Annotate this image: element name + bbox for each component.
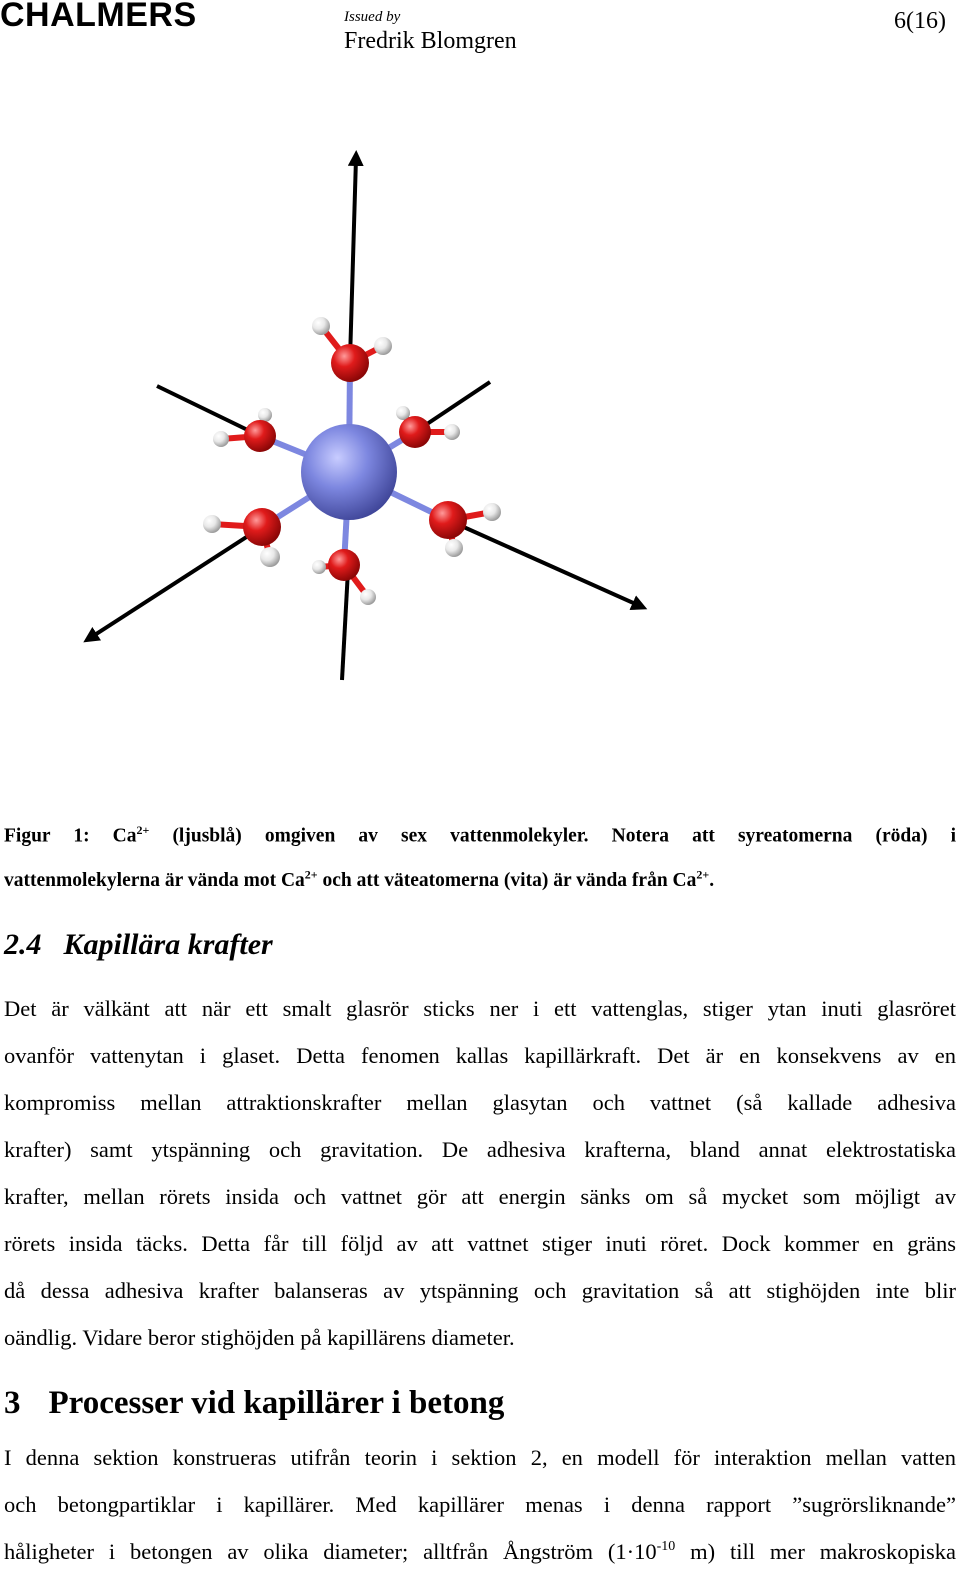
section-title: Processer vid kapillärer i betong [48,1385,505,1421]
paragraph-line: då dessa adhesiva krafter balanseras av ytspänning och gravitation så att stighöjden inte blir [4,1278,956,1303]
section-title: Kapillära krafter [63,928,273,961]
caption-line-1: Figur 1: $Ca^{2+}$ (ljusblå) omgiven av sex vattenmolekyler. Notera att syreatomerna (röda) i [4,823,956,847]
paragraph-line: och betongpartiklar i kapillärer. Med kapillärer menas i denna rapport ”sugrörsliknande” [4,1492,956,1517]
issued-by-name: Fredrik Blomgren [344,28,517,54]
paragraph-line: rörets insida täcks. Detta får till följd av att vattnet stiger inuti röret. Dock kommer en gräns [4,1231,956,1256]
chalmers-logo: CHALMERS [0,0,197,34]
calcium-water-molecule-figure [0,150,960,695]
figure-caption [4,811,956,900]
paragraph-line: I denna sektion konstrueras utifrån teorin i sektion 2, en modell för interaktion mellan vatten [4,1445,956,1470]
oxygen-atom [429,501,467,539]
paragraph-line: håligheter i betongen av olika diameter; alltfrån Ångström ($1\cdot 10^{-10}$ m) till mer makroskopiska [4,1539,956,1564]
section-heading-3 [4,1385,504,1422]
hydrogen-atom [203,515,221,533]
paragraph-line: kompromiss mellan attraktionskrafter mellan glasytan och vattnet (så kallade adhesiva [4,1090,956,1115]
section-3-paragraph [4,1434,956,1575]
section-2-4-paragraph [4,985,956,1361]
hydrogen-atom [312,317,330,335]
hydrogen-atom [445,539,463,557]
oxygen-atom [399,416,431,448]
caption-line-2: vattenmolekylerna är vända mot $Ca^{2+}$ och att väteatomerna (vita) är vända från $Ca^{2+}$. [4,867,715,891]
calcium-ion [301,424,397,520]
vector-down [342,570,348,680]
page-number: 6(16) [894,8,946,34]
issued-by-label: Issued by [344,9,401,25]
section-number: 3 [4,1385,21,1421]
vector-lower-right [448,520,640,606]
oxygen-atom [243,508,281,546]
hydrogen-atom [360,589,376,605]
vector-up [350,158,356,360]
paragraph-line: oändlig. Vidare beror stighöjden på kapillärens diameter. [4,1325,515,1350]
hydrogen-atom [258,408,272,422]
paragraph-line: krafter, mellan rörets insida och vattnet gör att energin sänks om så mycket som möjligt av [4,1184,956,1209]
paragraph-line: Det är välkänt att när ett smalt glasrör sticks ner i ett vattenglas, stiger ytan inuti glasröret [4,996,956,1021]
oxygen-atom [244,420,276,452]
paragraph-line: ovanför vattenytan i glaset. Detta fenomen kallas kapillärkraft. Det är en konsekvens av en [4,1043,956,1068]
hydrogen-atom [374,337,392,355]
oxygen-atom [328,549,360,581]
hydrogen-atom [444,424,460,440]
hydrogen-atom [483,503,501,521]
hydrogen-atom [213,431,229,447]
vector-lower-left [90,527,262,638]
hydrogen-atom [260,547,280,567]
section-number: 2.4 [4,928,42,961]
oxygen-atom [331,344,369,382]
vector-upper-left [157,386,260,436]
section-heading-2-4 [4,928,273,962]
paragraph-line: krafter) samt ytspänning och gravitation. De adhesiva krafterna, bland annat elektrostatiska [4,1137,956,1162]
hydrogen-atom [312,560,326,574]
